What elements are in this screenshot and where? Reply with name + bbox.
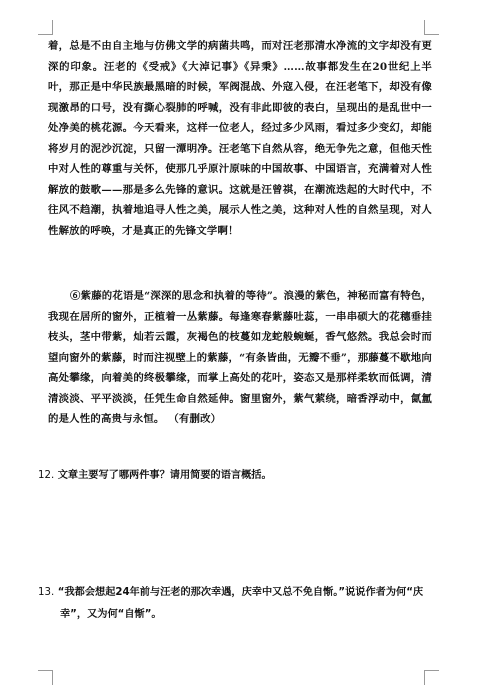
question-12 <box>38 465 438 487</box>
question-13 <box>38 582 448 626</box>
question-12-text: 文章主要写了哪两件事？请用简要的语言概括。 <box>57 470 272 481</box>
page-corner-mark-top-left <box>38 20 53 35</box>
question-13-text: “我都会想起24年前与汪老的那次幸遇，庆幸中又总不免自惭。”说说作者为何“庆幸”，又为何“自惭”。 <box>57 587 424 620</box>
page-corner-mark-bottom-left <box>38 670 53 685</box>
passage-paragraph-2: ⑥紫藤的花语是“深深的思念和执着的等待”。浪漫的紫色，神秘而富有特色，我现在居所的窗外，正植着一丛紫藤。每逢寒春紫藤吐蕊，一串串硕大的花穗垂挂枝头，茎中带紫，灿若云霞，灰褐色的枝蔓如龙蛇般蜿蜒，香气悠然。我总会时而望向窗外的紫藤，时而注视壁上的紫藤，“有条皆曲，无瓣不垂”，那藤蔓不歇地向高处攀缘，向着美的终极攀缘，而掌上高处的花叶，姿态又是那样柔软而低调，清清淡淡、平平淡淡，任凭生命自然延伸。窗里窗外，紫气萦绕，暗香浮动中，氤氲的是人性的高贵与永恒。 （有删改） <box>48 290 432 425</box>
question-12-number: 12. <box>38 470 55 481</box>
page-corner-mark-bottom-right <box>424 670 439 685</box>
page-corner-mark-top-right <box>424 20 439 35</box>
passage-paragraph-1: 着，总是不由自主地与仿佛文学的病菌共鸣，而对汪老那清水净流的文字却没有更深的印象。汪老的《受戒》《大淖记事》《异秉》……故事都发生在20世纪上半叶，那正是中华民族最黑暗的时候，军阀混战、外寇入侵，在汪老笔下，却没有像现激昂的口号，没有撕心裂肺的呼喊，没有非此即彼的表白，呈现出的是乱世中一处净美的桃花源。今天看来，这样一位老人，经过多少风雨，看过多少变幻，却能将岁月的泥沙沉淀，只留一潭明净。汪老笔下自然从容，绝无争先之意，但他天性中对人性的尊重与关怀，使那几乎原汁原味的中国故事、中国语言，充满着对人性解放的鼓歌——那是多么先锋的意识。这就是汪曾祺，在潮流迭起的大时代中，不往风不趋潮，执着地追寻人性之美，展示人性之美，这种对人性的自然呈现，对人性解放的呼唤，才是真正的先锋文学啊！ <box>48 40 432 237</box>
question-13-number: 13. <box>38 587 55 598</box>
